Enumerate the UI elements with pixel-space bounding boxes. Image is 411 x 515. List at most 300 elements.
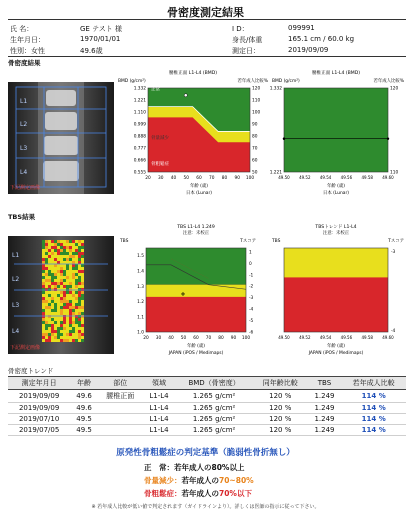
heatmap-cell: [81, 264, 84, 267]
heatmap-cell: [66, 243, 69, 246]
heatmap-cell: [72, 291, 75, 294]
heatmap-cell: [42, 285, 45, 288]
heatmap-cell: [81, 273, 84, 276]
heatmap-cell: [48, 303, 51, 306]
heatmap-cell: [66, 327, 69, 330]
heatmap-cell: [48, 327, 51, 330]
chart1-x-tick: 70: [209, 176, 215, 181]
heatmap-cell: [42, 324, 45, 327]
heatmap-cell: [54, 279, 57, 282]
heatmap-cell: [48, 243, 51, 246]
heatmap-cell: [69, 261, 72, 264]
heatmap-cell: [78, 321, 81, 324]
heatmap-cell: [48, 309, 51, 312]
heatmap-cell: [66, 312, 69, 315]
heatmap-cell: [75, 300, 78, 303]
heatmap-cell: [57, 252, 60, 255]
trend-cell-0-1: 49.6: [70, 390, 98, 403]
heatmap-cell: [51, 243, 54, 246]
heatmap-cell: [54, 276, 57, 279]
chart3-right-tick: -5: [249, 318, 254, 324]
heatmap-cell: [54, 273, 57, 276]
heatmap-cell: [69, 285, 72, 288]
heatmap-cell: [78, 327, 81, 330]
heatmap-cell: [78, 279, 81, 282]
criteria-normal-label: 正 常：: [144, 463, 174, 472]
heatmap-cell: [66, 306, 69, 309]
heatmap-cell: [81, 267, 84, 270]
heatmap-cell: [81, 249, 84, 252]
table-row: [8, 390, 406, 403]
chart1-x-tick: 100: [245, 176, 255, 181]
section-tbs: TBS結果: [8, 213, 36, 221]
heatmap-cell: [69, 288, 72, 291]
heatmap-cell: [45, 282, 48, 285]
heatmap-cell: [72, 258, 75, 261]
heatmap-cell: [48, 240, 51, 243]
heatmap-cell: [45, 303, 48, 306]
heatmap-cell: [81, 297, 84, 300]
heatmap-cell: [66, 324, 69, 327]
chart3-x-tick: 80: [218, 336, 224, 341]
trend-cell-3-3: L1-L4: [143, 425, 176, 436]
heatmap-cell: [51, 339, 54, 342]
chart4-x-tick: 49.60: [382, 335, 394, 340]
heatmap-cell: [69, 267, 72, 270]
heatmap-cell: [54, 291, 57, 294]
heatmap-cell: [78, 303, 81, 306]
vertebra-label-l2: L2: [20, 121, 28, 128]
chart1-x-tick: 50: [183, 176, 189, 181]
heatmap-cell: [75, 264, 78, 267]
heatmap-cell: [54, 321, 57, 324]
heatmap-cell: [72, 321, 75, 324]
heatmap-cell: [48, 246, 51, 249]
heatmap-cell: [69, 255, 72, 258]
heatmap-cell: [42, 261, 45, 264]
heatmap-cell: [81, 276, 84, 279]
chart3-x-label-1: 年齢 (歳): [187, 344, 205, 349]
heatmap-cell: [81, 252, 84, 255]
heatmap-cell: [57, 306, 60, 309]
heatmap-cell: [57, 303, 60, 306]
heatmap-cell: [48, 279, 51, 282]
chart2-right-axis-label: 若年成人比較%: [373, 79, 404, 84]
heatmap-cell: [81, 315, 84, 318]
heatmap-cell: [54, 312, 57, 315]
heatmap-cell: [42, 312, 45, 315]
heatmap-cell: [78, 333, 81, 336]
heatmap-cell: [48, 267, 51, 270]
heatmap-cell: [72, 267, 75, 270]
heatmap-cell: [54, 264, 57, 267]
chart1-x-tick: 30: [158, 176, 164, 181]
heatmap-cell: [45, 273, 48, 276]
heatmap-cell: [51, 279, 54, 282]
heatmap-cell: [72, 261, 75, 264]
heatmap-cell: [66, 252, 69, 255]
heatmap-cell: [51, 285, 54, 288]
heatmap-cell: [45, 255, 48, 258]
chart3-y-tick: 1.4: [137, 269, 144, 275]
heatmap-cell: [51, 294, 54, 297]
heatmap-cell: [72, 315, 75, 318]
heatmap-cell: [69, 270, 72, 273]
heatmap-cell: [51, 252, 54, 255]
heatmap-cell: [66, 273, 69, 276]
heatmap-cell: [66, 264, 69, 267]
heatmap-cell: [78, 309, 81, 312]
heatmap-cell: [57, 282, 60, 285]
heatmap-cell: [63, 339, 66, 342]
trend-cell-2-5: 120 %: [253, 414, 308, 425]
heatmap-cell: [54, 339, 57, 342]
chart1-x-tick: 60: [196, 176, 202, 181]
heatmap-cell: [54, 249, 57, 252]
heatmap-cell: [48, 282, 51, 285]
heatmap-cell: [63, 300, 66, 303]
chart1-right-tick: 50: [252, 170, 258, 176]
heatmap-cell: [63, 246, 66, 249]
heatmap-cell: [63, 243, 66, 246]
heatmap-cell: [45, 339, 48, 342]
heatmap-cell: [78, 336, 81, 339]
heatmap-cell: [57, 249, 60, 252]
heatmap-cell: [72, 270, 75, 273]
heatmap-cell: [78, 255, 81, 258]
trend-cell-3-4: 1.265 g/cm²: [175, 425, 253, 436]
heatmap-cell: [48, 258, 51, 261]
heatmap-cell: [54, 246, 57, 249]
chart3-y-tick: 1.2: [137, 300, 144, 306]
chart2-data-point: [387, 138, 389, 140]
heatmap-cell: [78, 273, 81, 276]
heatmap-cell: [42, 318, 45, 321]
heatmap-cell: [63, 321, 66, 324]
heatmap-cell: [54, 243, 57, 246]
chart2-right-tick: 110: [390, 170, 399, 176]
chart2-x-tick: 49.58: [361, 175, 373, 180]
heatmap-cell: [78, 294, 81, 297]
heatmap-cell: [57, 240, 60, 243]
heatmap-cell: [78, 300, 81, 303]
criteria-osteo-value: 70%以下: [219, 489, 252, 498]
heatmap-cell: [51, 312, 54, 315]
heatmap-cell: [48, 318, 51, 321]
heatmap-cell: [66, 309, 69, 312]
heatmap-cell: [81, 339, 84, 342]
heatmap-cell: [60, 258, 63, 261]
heatmap-cell: [45, 279, 48, 282]
heatmap-cell: [63, 279, 66, 282]
sex-label: 性別：女性: [10, 47, 45, 55]
trend-cell-3-7: 114 %: [341, 425, 406, 436]
heatmap-cell: [57, 309, 60, 312]
date-label: 測定日：: [232, 47, 260, 55]
heatmap-cell: [75, 339, 78, 342]
heatmap-cell: [48, 330, 51, 333]
heatmap-cell: [75, 255, 78, 258]
table-row: [8, 414, 406, 425]
bmd-trend-chart: [270, 68, 406, 208]
id-value: 099991: [288, 24, 315, 32]
heatmap-cell: [78, 267, 81, 270]
heatmap-cell: [63, 312, 66, 315]
tbs-vertebra-label-l1: L1: [12, 252, 20, 259]
heatmap-cell: [60, 327, 63, 330]
heatmap-cell: [48, 315, 51, 318]
trend-cell-0-5: 120 %: [253, 390, 308, 403]
heatmap-cell: [63, 258, 66, 261]
tbs-trend-chart: [270, 222, 406, 364]
criteria-footnote: ※ 若年成人比較が低い値で判定されます（ガイドラインより）。詳しくは医師の指示に従って下さい。: [91, 504, 320, 510]
chart2-x-label-1: 年齢 (歳): [327, 184, 345, 189]
heatmap-cell: [69, 273, 72, 276]
heatmap-cell: [81, 306, 84, 309]
heatmap-cell: [60, 243, 63, 246]
section-trend: 骨密度トレンド: [8, 367, 54, 375]
criteria-low-value: 70~80%: [219, 476, 254, 485]
heatmap-cell: [78, 330, 81, 333]
heatmap-cell: [57, 261, 60, 264]
heatmap-cell: [66, 240, 69, 243]
chart2-x-tick: 49.60: [382, 175, 394, 180]
heatmap-cell: [72, 300, 75, 303]
heatmap-cell: [51, 306, 54, 309]
heatmap-cell: [42, 249, 45, 252]
height-weight-label: 身長/体重: [232, 36, 263, 44]
heatmap-cell: [81, 309, 84, 312]
heatmap-cell: [54, 336, 57, 339]
heatmap-cell: [48, 261, 51, 264]
heatmap-cell: [42, 315, 45, 318]
heatmap-cell: [72, 273, 75, 276]
heatmap-cell: [42, 252, 45, 255]
heatmap-cell: [75, 273, 78, 276]
heatmap-cell: [57, 327, 60, 330]
trend-header-7: 若年成人比較: [341, 377, 406, 390]
chart1-y-tick: 0.888: [133, 134, 146, 140]
heatmap-cell: [72, 282, 75, 285]
criteria-normal: [144, 462, 244, 473]
heatmap-cell: [78, 243, 81, 246]
heatmap-cell: [57, 288, 60, 291]
heatmap-cell: [42, 297, 45, 300]
chart2-data-point: [283, 138, 285, 140]
heatmap-cell: [81, 330, 84, 333]
heatmap-cell: [75, 303, 78, 306]
heatmap-cell: [60, 276, 63, 279]
heatmap-cell: [48, 294, 51, 297]
trend-cell-3-1: 49.5: [70, 425, 98, 436]
heatmap-cell: [60, 240, 63, 243]
chart1-left-axis-label: BMD (g/cm²): [118, 79, 146, 84]
heatmap-cell: [81, 270, 84, 273]
chart3-x-tick: 100: [241, 336, 251, 341]
heatmap-cell: [72, 327, 75, 330]
heatmap-cell: [42, 282, 45, 285]
heatmap-cell: [51, 321, 54, 324]
heatmap-cell: [45, 321, 48, 324]
heatmap-cell: [51, 315, 54, 318]
heatmap-cell: [81, 255, 84, 258]
heatmap-cell: [75, 249, 78, 252]
heatmap-cell: [81, 285, 84, 288]
heatmap-cell: [51, 309, 54, 312]
heatmap-cell: [57, 318, 60, 321]
heatmap-cell: [66, 288, 69, 291]
heatmap-cell: [51, 261, 54, 264]
heatmap-cell: [66, 282, 69, 285]
heatmap-cell: [51, 255, 54, 258]
heatmap-cell: [45, 276, 48, 279]
trend-cell-0-0: 2019/09/09: [8, 390, 70, 403]
heatmap-cell: [63, 291, 66, 294]
heatmap-cell: [75, 315, 78, 318]
heatmap-cell: [51, 327, 54, 330]
heatmap-cell: [48, 333, 51, 336]
heatmap-cell: [63, 333, 66, 336]
heatmap-cell: [75, 261, 78, 264]
heatmap-cell: [60, 294, 63, 297]
heatmap-cell: [48, 312, 51, 315]
heatmap-cell: [60, 291, 63, 294]
name-value: GE テスト 様: [80, 25, 123, 33]
heatmap-cell: [66, 315, 69, 318]
heatmap-cell: [60, 336, 63, 339]
heatmap-cell: [63, 315, 66, 318]
heatmap-cell: [72, 240, 75, 243]
heatmap-cell: [75, 297, 78, 300]
heatmap-cell: [60, 252, 63, 255]
heatmap-cell: [63, 318, 66, 321]
heatmap-cell: [63, 336, 66, 339]
heatmap-cell: [54, 324, 57, 327]
heatmap-cell: [78, 312, 81, 315]
chart2-x-label-2: 日本 (Lunar): [322, 191, 350, 196]
heatmap-cell: [60, 339, 63, 342]
heatmap-cell: [57, 300, 60, 303]
heatmap-cell: [54, 300, 57, 303]
dob-label: 生年月日：: [10, 36, 45, 44]
heatmap-cell: [51, 297, 54, 300]
chart1-title: 腰椎正面 L1-L4 (BMD): [168, 71, 218, 76]
heatmap-cell: [69, 300, 72, 303]
heatmap-cell: [48, 285, 51, 288]
heatmap-cell: [48, 249, 51, 252]
heatmap-cell: [69, 303, 72, 306]
table-row: [8, 425, 406, 436]
heatmap-cell: [63, 261, 66, 264]
heatmap-cell: [69, 279, 72, 282]
chart3-right-tick: -1: [249, 273, 254, 279]
chart2-x-tick: 49.54: [319, 175, 332, 180]
chart2-zone-normal: [284, 88, 388, 172]
heatmap-cell: [42, 267, 45, 270]
heatmap-cell: [75, 282, 78, 285]
trend-cell-2-7: 114 %: [341, 414, 406, 425]
criteria-low: [144, 475, 254, 486]
heatmap-cell: [60, 318, 63, 321]
heatmap-cell: [45, 312, 48, 315]
heatmap-cell: [54, 285, 57, 288]
heatmap-cell: [45, 264, 48, 267]
chart2-right-tick: 120: [390, 86, 399, 92]
heatmap-cell: [66, 330, 69, 333]
heatmap-cell: [45, 333, 48, 336]
trend-cell-2-1: 49.5: [70, 414, 98, 425]
trend-header-4: BMD（骨密度）: [175, 377, 253, 390]
heatmap-cell: [66, 294, 69, 297]
heatmap-cell: [54, 309, 57, 312]
heatmap-cell: [57, 276, 60, 279]
heatmap-cell: [81, 294, 84, 297]
chart1-zone-label-osteoporosis: 骨粗鬆症: [151, 161, 169, 167]
heatmap-cell: [42, 306, 45, 309]
heatmap-cell: [45, 330, 48, 333]
heatmap-cell: [42, 264, 45, 267]
vertebra-label-l1: L1: [20, 98, 28, 105]
heatmap-cell: [57, 294, 60, 297]
heatmap-cell: [75, 312, 78, 315]
chart3-x-tick: 30: [155, 336, 162, 341]
heatmap-cell: [48, 306, 51, 309]
chart1-right-tick: 110: [252, 98, 261, 104]
heatmap-cell: [66, 279, 69, 282]
heatmap-cell: [66, 261, 69, 264]
heatmap-cell: [69, 318, 72, 321]
heatmap-cell: [75, 318, 78, 321]
heatmap-cell: [57, 339, 60, 342]
heatmap-cell: [45, 318, 48, 321]
chart4-subtitle: 注意：未校正: [322, 231, 350, 236]
heatmap-cell: [78, 291, 81, 294]
heatmap-cell: [69, 321, 72, 324]
heatmap-cell: [78, 306, 81, 309]
dob-value: 1970/01/01: [80, 35, 121, 43]
heatmap-cell: [42, 279, 45, 282]
chart3-x-label-2: JAPAN (iPOS / Medimaps): [168, 351, 224, 356]
trend-cell-1-5: 120 %: [253, 403, 308, 414]
chart1-y-tick: 1.221: [133, 98, 146, 104]
heatmap-cell: [45, 294, 48, 297]
image-stamp: 下記測定画像: [10, 185, 41, 191]
heatmap-cell: [72, 279, 75, 282]
heatmap-cell: [78, 288, 81, 291]
heatmap-cell: [57, 297, 60, 300]
heatmap-cell: [48, 336, 51, 339]
heatmap-cell: [81, 300, 84, 303]
heatmap-cell: [75, 279, 78, 282]
heatmap-cell: [51, 240, 54, 243]
trend-cell-1-1: 49.6: [70, 403, 98, 414]
heatmap-cell: [81, 321, 84, 324]
heatmap-cell: [48, 300, 51, 303]
chart1-x-tick: 80: [221, 176, 228, 181]
trend-header-1: 年齢: [70, 377, 98, 390]
heatmap-cell: [63, 267, 66, 270]
chart3-y-tick: 1.0: [137, 330, 144, 336]
heatmap-cell: [45, 249, 48, 252]
heatmap-cell: [75, 333, 78, 336]
heatmap-cell: [57, 243, 60, 246]
chart3-right-tick: -4: [249, 307, 254, 313]
heatmap-cell: [78, 258, 81, 261]
heatmap-cell: [81, 327, 84, 330]
heatmap-cell: [45, 243, 48, 246]
heatmap-cell: [72, 249, 75, 252]
trend-cell-2-6: 1.249: [308, 414, 342, 425]
